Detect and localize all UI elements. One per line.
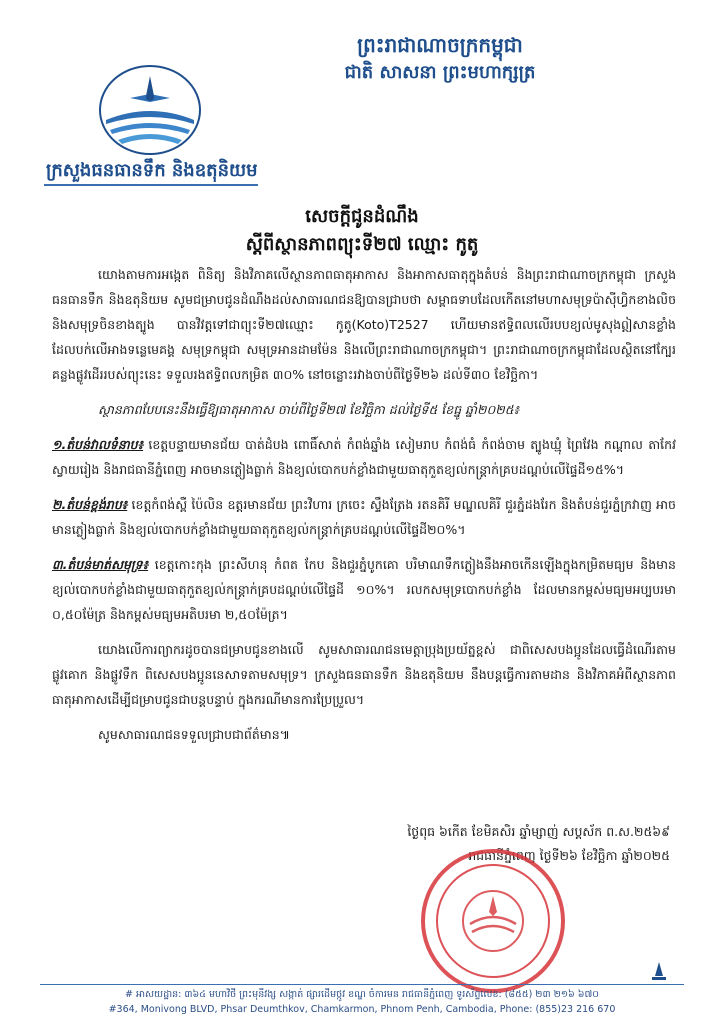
solar-date: រាជធានីភ្នំពេញ ថ្ងៃទី២៦ ខែវិច្ឆិកា ឆ្នាំ២០២៥ — [468, 848, 670, 863]
national-motto: ជាតិ សាសនា ព្រះមហាក្សត្រ — [344, 62, 536, 83]
footer-divider — [40, 984, 684, 985]
official-seal — [418, 846, 568, 996]
intro-paragraph: យោងតាមការអង្កេត ពិនិត្យ និងវិភាគលើស្ថានភាពធាតុអាកាស និងអាកាសធាតុក្នុងតំបន់ និងព្រះរាជាណាចក្រកម្ពុជា ក្រសួងធនធានទឹក និងឧតុនិយម សូមជម្រាបជូនដំណឹងដល់សាធារណជនឱ្យបានជ្រាបថា សម្ពាធទាបដែលកើតនៅមហាសមុទ្រប៉ាស៊ីហ្វិកខាងលិច និងសមុទ្រចិនខាងត្បូង បានវិវត្តទៅជាព្យុះទី២៧ឈ្មោះ កូតូ(Koto)T2527 ហើយមានឥទ្ធិពលលើរបបខ្យល់មូសុងឦសានខ្លាំង ដែលបក់លើអាងទន្លេមេគង្គ សមុទ្រកម្ពុជា សមុទ្រអានដាមម៉ែន និងលើព្រះរាជាណាចក្រកម្ពុជា។ ព្រះរាជាណាចក្រកម្ពុជាដែលស្ថិតនៅក្បែរគន្លងផ្លូវដើររបស់ព្យុះនេះ ទទួលរងឥទ្ធិពលកម្រិត ៣០% នៅចន្លោះរវាងចាប់ពីថ្ងៃទី២៦ ដល់ទី៣០ ខែវិច្ឆិកា។ — [52, 267, 676, 382]
region-lowland — [52, 432, 676, 482]
lunar-date: ថ្ងៃពុធ ៦កើត ខែមិគសិរ ឆ្នាំម្សាញ់ សប្តស័ក ព.ស.២៥៦៩ — [407, 824, 670, 839]
region-coastal — [52, 552, 676, 627]
final-line: សូមសាធារណជនទទួលជ្រាបជាព័ត៌មាន៕ — [98, 727, 291, 742]
notice-body — [52, 262, 676, 757]
kingdom-title: ព្រះរាជាណាចក្រកម្ពុជា — [357, 33, 523, 57]
region-lowland-label: ១.តំបន់វាលទំនាប៖ — [52, 437, 144, 452]
region-coastal-label: ៣.តំបន់មាត់សមុទ្រ៖ — [52, 557, 149, 572]
region-plateau-text: ខេត្តកំពង់ស្ពឺ ប៉ៃលិន ឧត្តរមានជ័យ ព្រះវិហារ ក្រចេះ ស្ទឹងត្រែង រតនគិរី មណ្ឌលគិរី ជួរភ្នំដងរែក និងតំបន់ជួរភ្នំក្រវាញ អាចមានភ្លៀងធ្លាក់ និងខ្យល់បោកបក់ខ្លាំងជាមួយធាតុកួតខ្យល់កន្ត្រាក់គ្របដណ្តប់លើផ្ទៃដី២០%។ — [52, 497, 676, 537]
notice-title: សេចក្តីជូនដំណឹង — [305, 206, 419, 227]
footer-address-en: #364, Monivong BLVD, Phsar Deumthkov, Chamkarmon, Phnom Penh, Cambodia, Phone: (855)23 216 670 — [108, 1004, 616, 1015]
ministry-underline — [44, 184, 258, 186]
closing-paragraph: យោងលើការព្យាករដូចបានជម្រាបជូនខាងលើ សូមសាធារណជនមេត្តាប្រុងប្រយ័ត្នខ្ពស់ ជាពិសេសបងប្អូនដែលធ្វើដំណើរតាមផ្លូវគោក និងផ្លូវទឹក ពិសេសបងប្អូននេសាទតាមសមុទ្រ។ ក្រសួងធនធានទឹក និងឧតុនិយម នឹងបន្តធ្វើការតាមដាន និងវិភាគអំពីស្ថានភាពធាតុអាកាសដើម្បីជម្រាបជូនជាបន្តបន្ទាប់ ក្នុងករណីមានការប្រែប្រួល។ — [52, 642, 676, 707]
region-plateau — [52, 492, 676, 542]
region-lowland-text: ខេត្តបន្ទាយមានជ័យ បាត់ដំបង ពោធិ៍សាត់ កំពង់ឆ្នាំង សៀមរាប កំពង់ធំ កំពង់ចាម ត្បូងឃ្មុំ ព្រៃវែង កណ្តាល តាកែវ ស្វាយរៀង និងរាជធានីភ្នំពេញ អាចមានភ្លៀងធ្លាក់ និងខ្យល់បោកបក់ខ្លាំងជាមួយធាតុកួតខ្យល់កន្ត្រាក់គ្របដណ្តប់លើផ្ទៃដី១៥%។ — [52, 437, 676, 477]
footer-address-kh: # អាសយដ្ឋាន: ៣៦៤ មហាវិថី ព្រះមុនីវង្ស សង្កាត់ ផ្សារដើមថ្កូវ ខណ្ឌ ចំការមន រាជធានីភ្នំពេញ ទូរស័ព្ទលេខ: (៨៥៥) ២៣ ២១៦ ៦៧០ — [124, 989, 600, 1000]
ministry-logo — [96, 62, 204, 158]
notice-subtitle: ស្តីពីស្ថានភាពព្យុះទី២៧ ឈ្មោះ កូតូ — [245, 234, 479, 255]
footer-emblem-icon — [648, 960, 670, 982]
region-plateau-label: ២.តំបន់ខ្ពង់រាប៖ — [52, 497, 128, 512]
period-paragraph: ស្ថានភាពបែបនេះនឹងធ្វើឱ្យធាតុអាកាស ចាប់ពីថ្ងៃទី២៧ ខែវិច្ឆិកា ដល់ថ្ងៃទី៥ ខែធ្នូ ឆ្នាំ២០២៥៖ — [98, 402, 520, 417]
region-coastal-text: ខេត្តកោះកុង ព្រះសីហនុ កំពត កែប និងជួរភ្នំបូកគោ បរិមាណទឹកភ្លៀងនឹងអាចកើនឡើងក្នុងកម្រិតមធ្យម និងមានខ្យល់បោកបក់ខ្លាំងជាមួយធាតុកួតខ្យល់កន្ត្រាក់គ្របដណ្តប់លើផ្ទៃដី ១០%។ រលកសមុទ្របោកបក់ខ្លាំង ដែលមានកម្ពស់មធ្យមអប្បបរមា ០,៥០ម៉ែត្រ និងកម្ពស់មធ្យមអតិបរមា ២,៥០ម៉ែត្រ។ — [52, 557, 676, 622]
ministry-name: ក្រសួងធនធានទឹក និងឧតុនិយម — [46, 160, 258, 181]
